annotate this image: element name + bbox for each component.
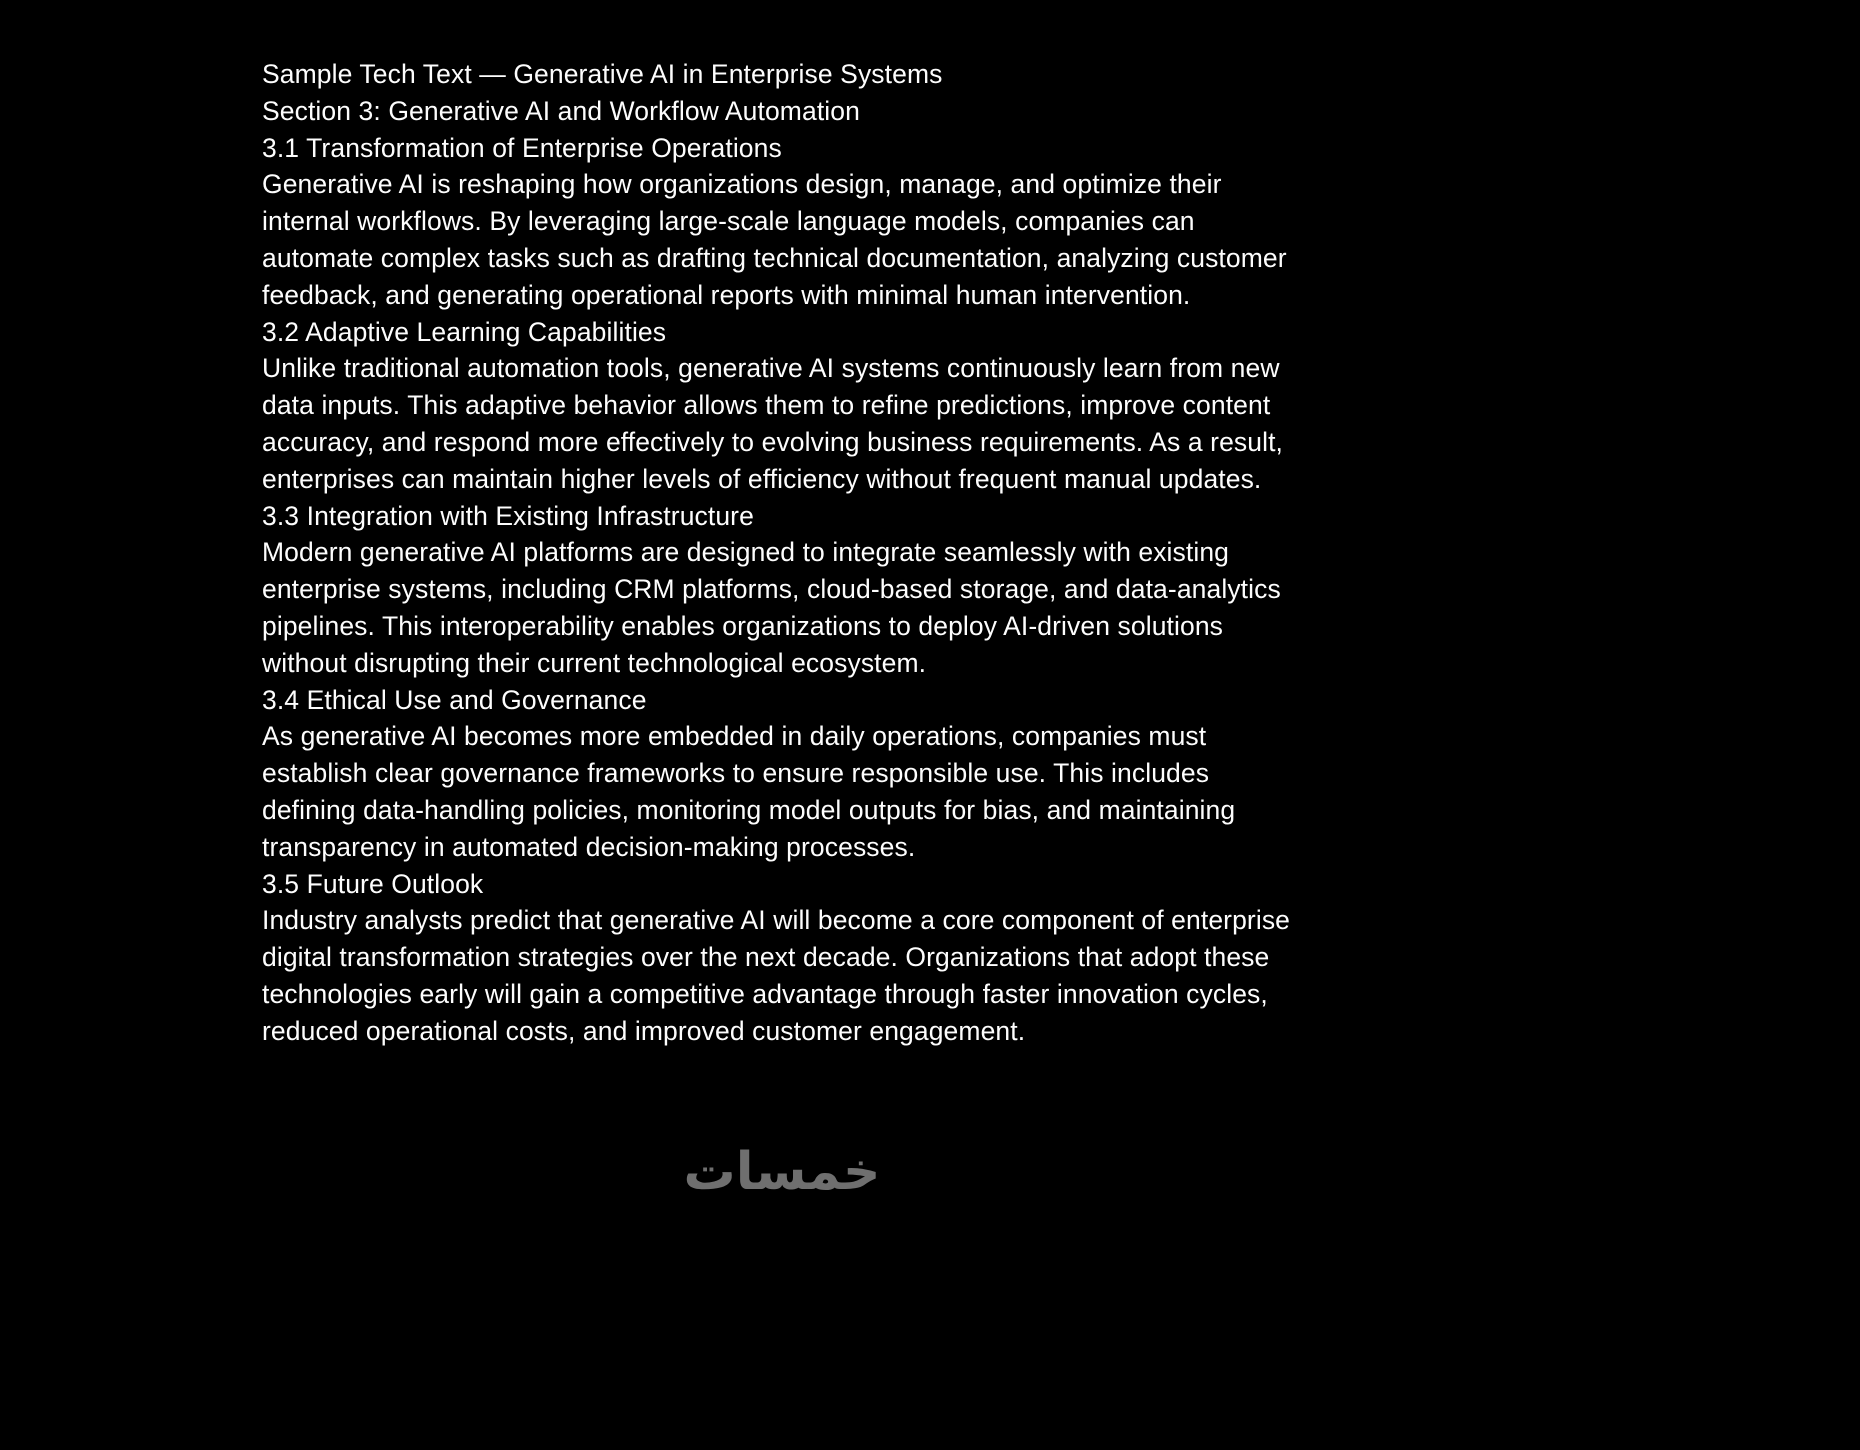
section-heading-3-3: 3.3 Integration with Existing Infrastructure: [262, 500, 754, 531]
section-heading-3-4: 3.4 Ethical Use and Governance: [262, 684, 647, 715]
section-heading-3-2: 3.2 Adaptive Learning Capabilities: [262, 316, 667, 347]
section-body-3-3: Modern generative AI platforms are designed to integrate seamlessly with existing enterprise systems, including CRM platforms, cloud-based storage, and data-analytics pipelines. This interoperability enables organizations to deploy AI-driven solutions without disrupting their current technological ecosystem.: [262, 537, 1281, 678]
section-body-3-1: Generative AI is reshaping how organizations design, manage, and optimize their internal workflows. By leveraging large-scale language models, companies can automate complex tasks such as drafting technical documentation, analyzing customer feedback, and generating operational reports with minimal human intervention.: [262, 169, 1287, 310]
section-body-3-5: Industry analysts predict that generative AI will become a core component of enterprise digital transformation strategies over the next decade. Organizations that adopt these technologies early will gain a competitive advantage through faster innovation cycles, reduced operational costs, and improved customer engagement.: [262, 905, 1291, 1046]
document-subtitle: Section 3: Generative AI and Workflow Automation: [262, 95, 860, 126]
section-body-3-4: As generative AI becomes more embedded in daily operations, companies must establish clear governance frameworks to ensure responsible use. This includes defining data-handling policies, monitoring model outputs for bias, and maintaining transparency in automated decision-making processes.: [262, 721, 1236, 862]
section-body-3-2: Unlike traditional automation tools, generative AI systems continuously learn from new data inputs. This adaptive behavior allows them to refine predictions, improve content accuracy, and respond more effectively to evolving business requirements. As a result, enterprises can maintain higher levels of efficiency without frequent manual updates.: [262, 353, 1284, 494]
document-text: [262, 56, 1302, 1050]
khamsat-watermark-logo: خمسات: [683, 1142, 881, 1202]
section-heading-3-1: 3.1 Transformation of Enterprise Operations: [262, 132, 782, 163]
section-heading-3-5: 3.5 Future Outlook: [262, 868, 484, 899]
document-title: Sample Tech Text — Generative AI in Enterprise Systems: [262, 59, 943, 89]
